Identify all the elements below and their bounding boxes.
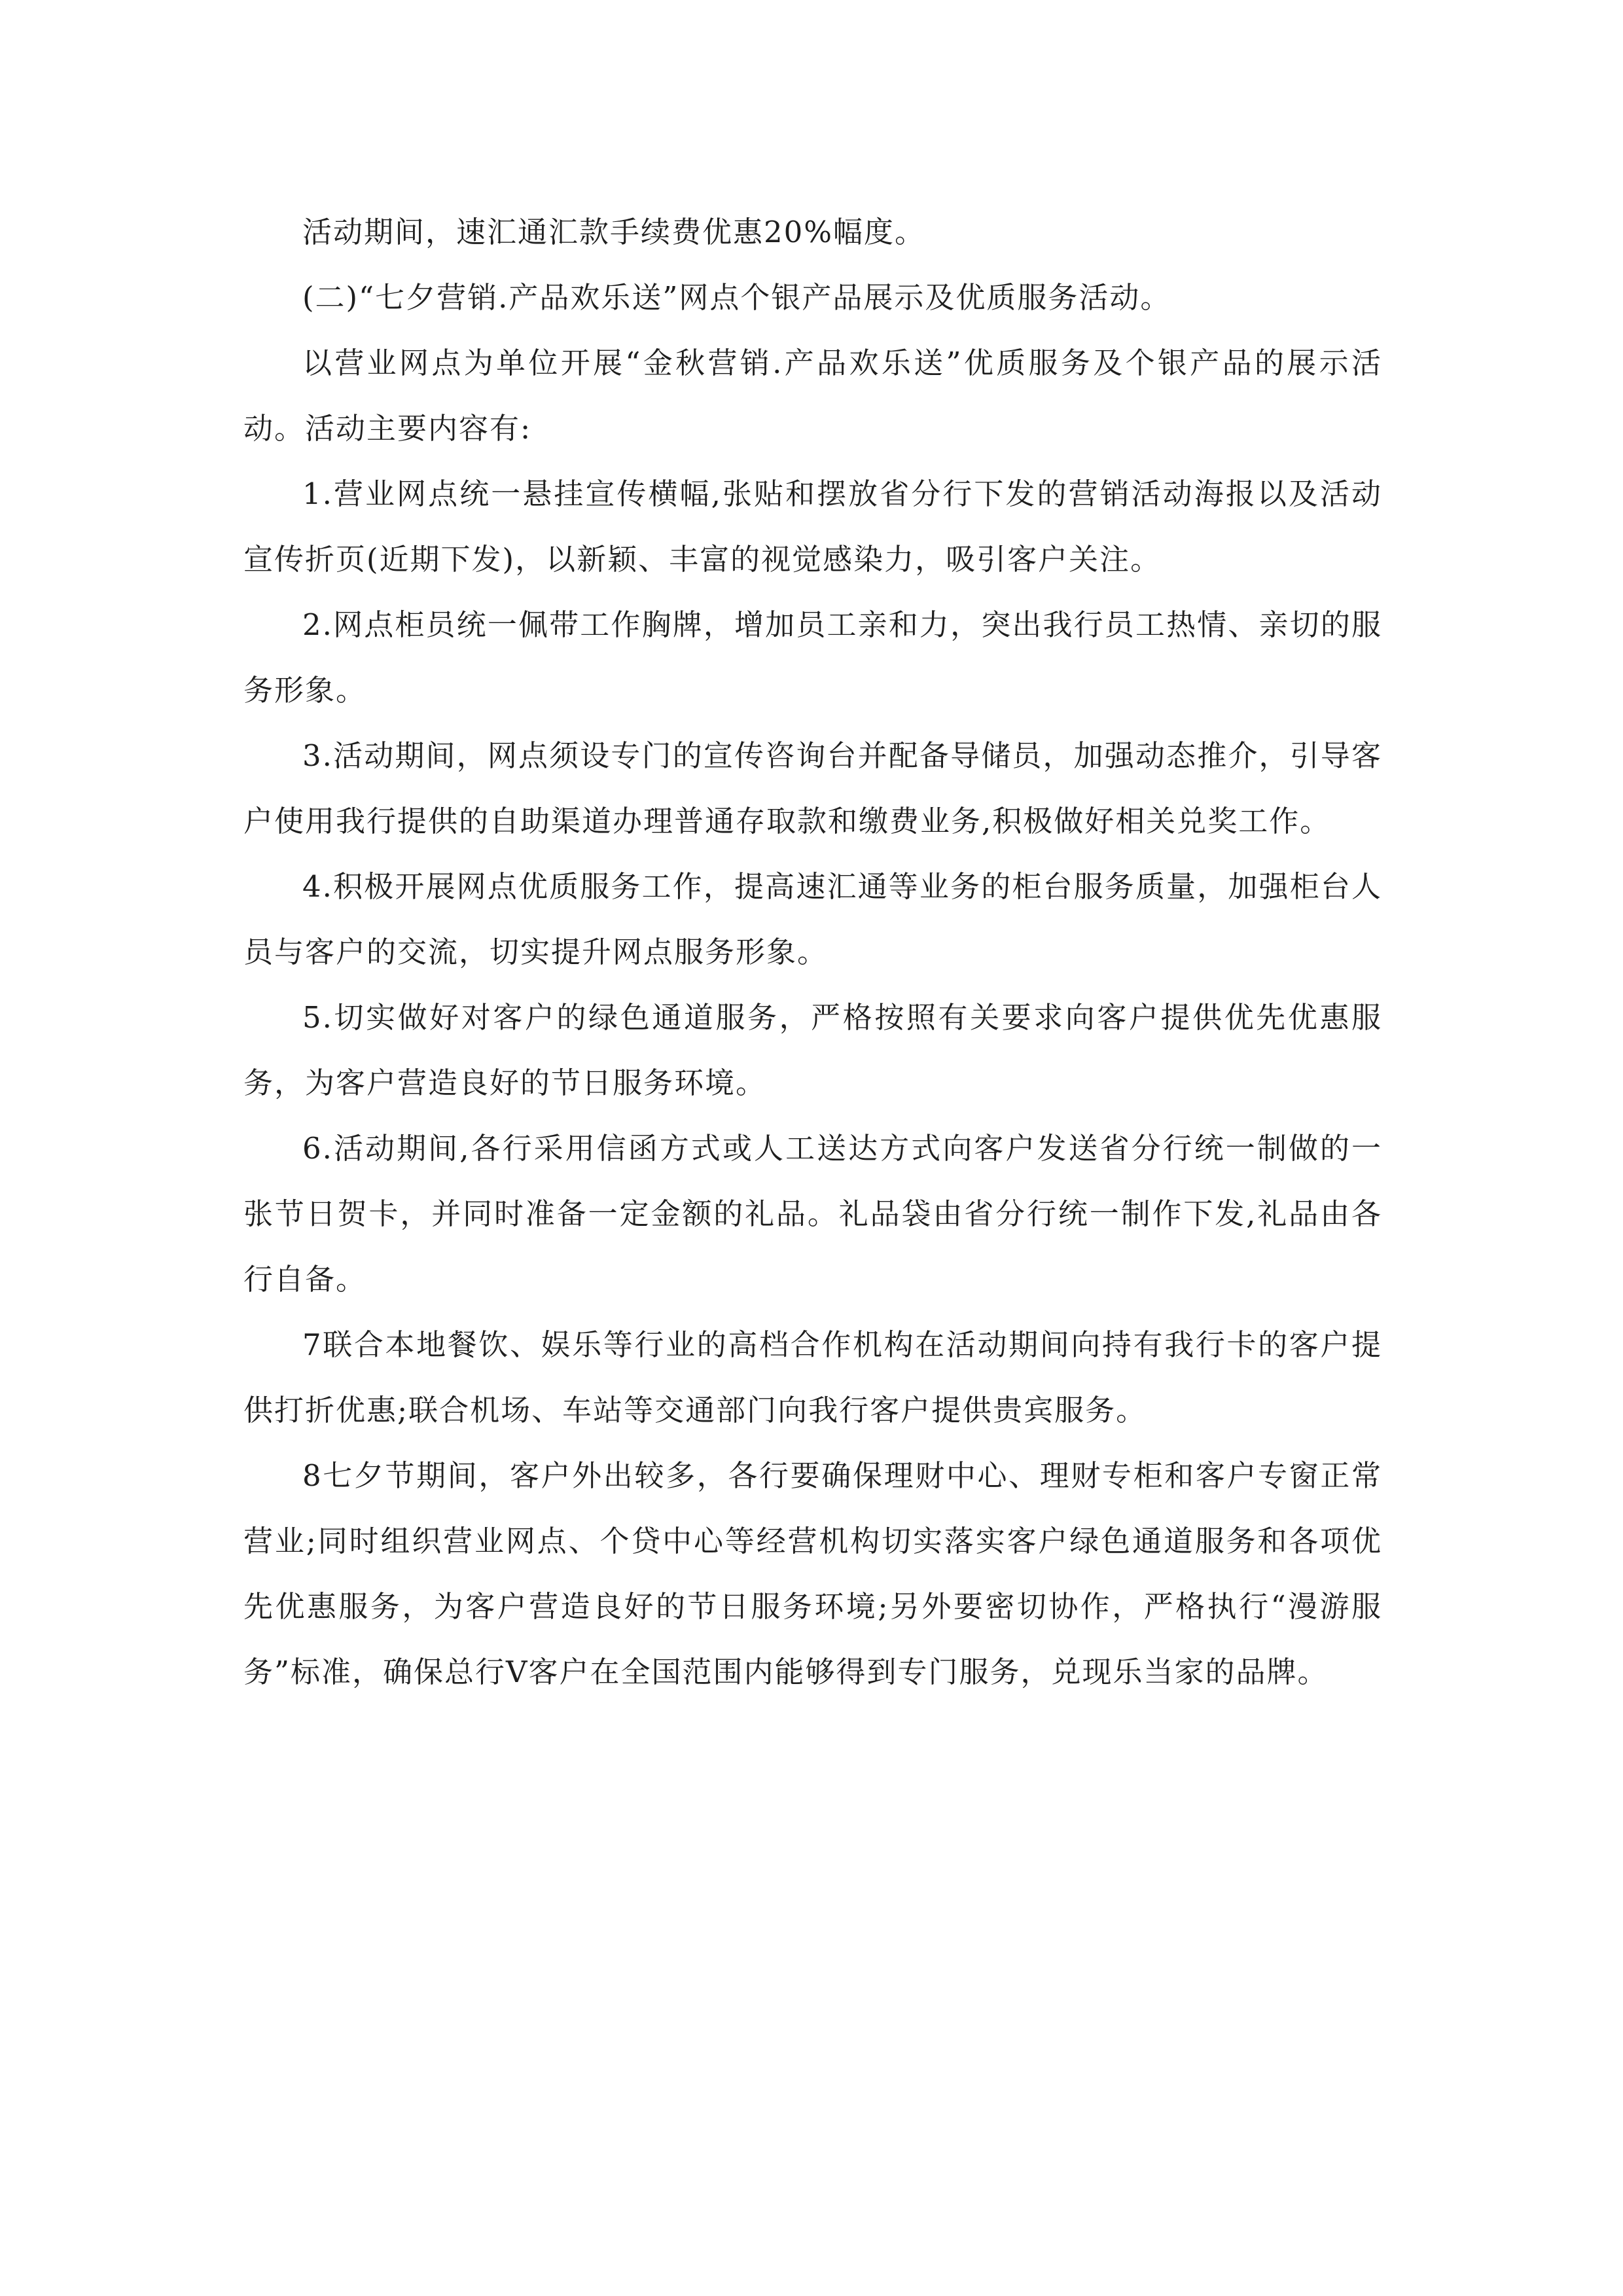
paragraph-activity-intro: 以营业网点为单位开展“金秋营销.产品欢乐送”优质服务及个银产品的展示活动。活动主要内容有: bbox=[243, 346, 1382, 446]
paragraph-item-1: 1.营业网点统一悬挂宣传横幅,张贴和摆放省分行下发的营销活动海报以及活动宣传折页(近期下发)，以新颖、丰富的视觉感染力，吸引客户关注。 bbox=[243, 476, 1382, 577]
paragraph-item-7: 7联合本地餐饮、娱乐等行业的高档合作机构在活动期间向持有我行卡的客户提供打折优惠;联合机场、车站等交通部门向我行客户提供贵宾服务。 bbox=[243, 1327, 1382, 1427]
paragraph-discount: 活动期间，速汇通汇款手续费优惠20%幅度。 bbox=[302, 215, 926, 249]
paragraph-item-8: 8七夕节期间，客户外出较多，各行要确保理财中心、理财专柜和客户专窗正常营业;同时组织营业网点、个贷中心等经营机构切实落实客户绿色通道服务和各项优先优惠服务，为客户营造良好的节日服务环境;另外要密切协作，严格执行“漫游服务”标准，确保总行V客户在全国范围内能够得到专门服务，兑现乐当家的品牌。 bbox=[243, 1458, 1382, 1689]
document-body bbox=[243, 200, 1382, 1705]
paragraph-item-4: 4.积极开展网点优质服务工作，提高速汇通等业务的柜台服务质量，加强柜台人员与客户的交流，切实提升网点服务形象。 bbox=[243, 869, 1382, 969]
paragraph-item-6: 6.活动期间,各行采用信函方式或人工送达方式向客户发送省分行统一制做的一张节日贺卡，并同时准备一定金额的礼品。礼品袋由省分行统一制作下发,礼品由各行自备。 bbox=[243, 1131, 1382, 1297]
paragraph-item-5: 5.切实做好对客户的绿色通道服务，严格按照有关要求向客户提供优先优惠服务，为客户营造良好的节日服务环境。 bbox=[243, 1000, 1382, 1100]
paragraph-item-2: 2.网点柜员统一佩带工作胸牌，增加员工亲和力，突出我行员工热情、亲切的服务形象。 bbox=[243, 607, 1382, 708]
paragraph-section-two-heading: (二)“七夕营销.产品欢乐送”网点个银产品展示及优质服务活动。 bbox=[302, 280, 1171, 315]
paragraph-item-3: 3.活动期间，网点须设专门的宣传咨询台并配备导储员，加强动态推介，引导客户使用我行提供的自助渠道办理普通存取款和缴费业务,积极做好相关兑奖工作。 bbox=[243, 738, 1382, 838]
